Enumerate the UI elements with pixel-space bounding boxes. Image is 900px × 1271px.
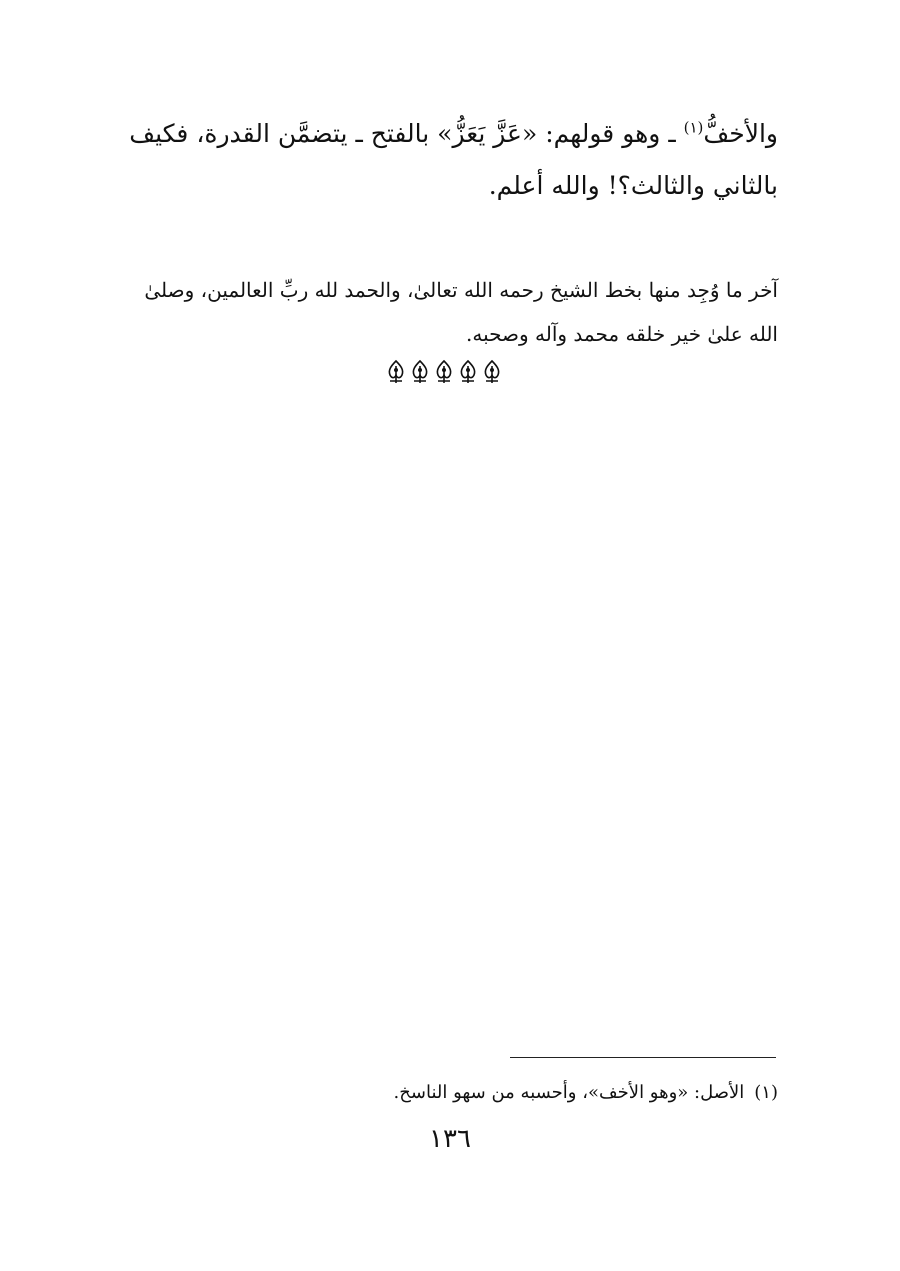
footnote-text: الأصل: «وهو الأخف»، وأحسبه من سهو الناسخ. bbox=[393, 1082, 745, 1103]
colophon-line-2: الله علىٰ خير خلقه محمد وآله وصحبه. bbox=[465, 322, 778, 346]
main-paragraph bbox=[112, 108, 778, 212]
footnote bbox=[300, 1078, 778, 1108]
footnote-number: (١) bbox=[754, 1082, 778, 1103]
floral-ornament-icon bbox=[409, 358, 431, 386]
end-ornament bbox=[384, 358, 504, 386]
floral-ornament-icon bbox=[481, 358, 503, 386]
floral-ornament-icon bbox=[457, 358, 479, 386]
footnote-separator bbox=[510, 1057, 776, 1058]
floral-ornament-icon bbox=[433, 358, 455, 386]
main-paragraph-line-1 bbox=[112, 108, 778, 160]
footnote-reference: (١) bbox=[683, 118, 704, 137]
main-paragraph-line-2: بالثاني والثالث؟! والله أعلم. bbox=[488, 171, 778, 200]
text-run: والأخفُّ bbox=[703, 119, 778, 148]
floral-ornament-icon bbox=[385, 358, 407, 386]
colophon-line-1: آخر ما وُجِد منها بخط الشيخ رحمه الله تعالىٰ، والحمد لله ربِّ العالمين، وصلىٰ bbox=[144, 278, 778, 302]
page-number: ١٣٦ bbox=[429, 1124, 471, 1154]
text-run: ـ وهو قولهم: «عَزَّ يَعَزُّ» بالفتح ـ يتضمَّن القدرة، فكيف bbox=[129, 119, 684, 148]
colophon-paragraph bbox=[112, 268, 778, 356]
